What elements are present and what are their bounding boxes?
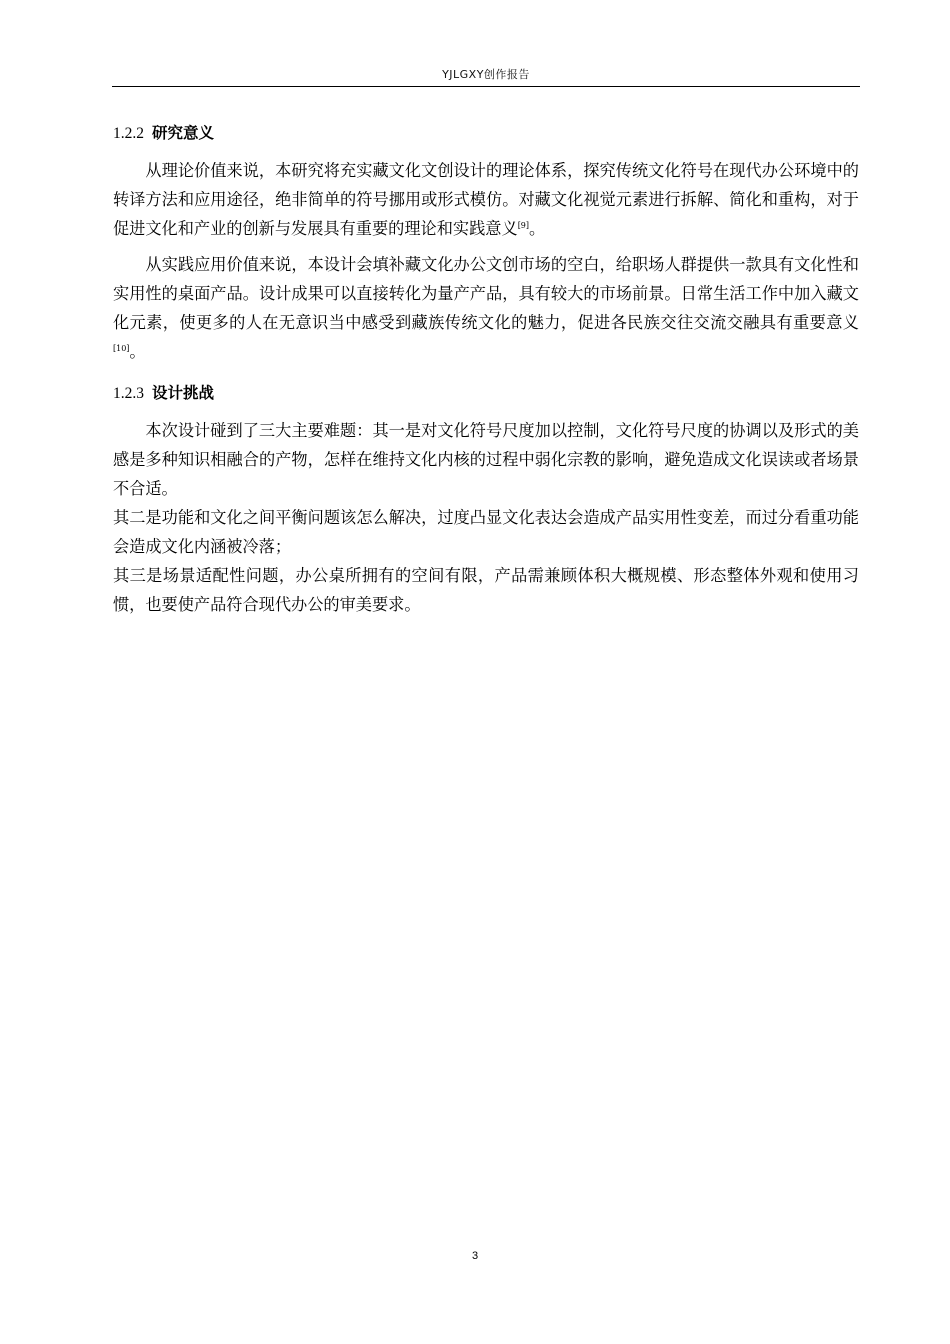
citation-10: [10] [113,344,130,353]
paragraph-tail: 。 [129,342,146,361]
paragraph-practice-value [113,250,859,366]
paragraph-text: 从理论价值来说，本研究将充实藏文化文创设计的理论体系，探究传统文化符号在现代办公环境中的转译方法和应用途径，绝非简单的符号挪用或形式模仿。对藏文化视觉元素进行拆解、简化和重构，对于促进文化和产业的创新与发展具有重要的理论和实践意义 [113,161,859,238]
page-number: 3 [471,1250,479,1262]
paragraph-challenge-two: 其二是功能和文化之间平衡问题该怎么解决，过度凸显文化表达会造成产品实用性变差，而过分看重功能会造成文化内涵被冷落； [113,508,859,556]
paragraph-challenge-three: 其三是场景适配性问题，办公桌所拥有的空间有限，产品需兼顾体积大概规模、形态整体外观和使用习惯，也要使产品符合现代办公的审美要求。 [113,566,859,614]
paragraph-text: 从实践应用价值来说，本设计会填补藏文化办公文创市场的空白，给职场人群提供一款具有文化性和实用性的桌面产品。设计成果可以直接转化为量产产品，具有较大的市场前景。日常生活工作中加入藏文化元素，使更多的人在无意识当中感受到藏族传统文化的魅力，促进各民族交往交流交融具有重要意义 [113,255,859,332]
section-number: 1.2.3 [113,385,144,402]
paragraph-tail: 。 [529,219,546,238]
running-header: YJLGXY创作报告 [442,68,530,81]
citation-9: [9] [517,221,530,230]
section-title: 设计挑战 [152,384,215,402]
paragraph-theory-value [113,156,859,243]
page-content [113,118,859,619]
section-number: 1.2.2 [113,125,144,142]
section-title: 研究意义 [152,124,215,142]
section-heading-1-2-3 [113,378,859,408]
section-heading-1-2-2 [113,118,859,148]
header-divider [112,86,860,87]
paragraph-challenge-intro: 本次设计碰到了三大主要难题：其一是对文化符号尺度加以控制，文化符号尺度的协调以及形式的美感是多种知识相融合的产物，怎样在维持文化内核的过程中弱化宗教的影响，避免造成文化误读或者场景不合适。 [113,421,859,498]
